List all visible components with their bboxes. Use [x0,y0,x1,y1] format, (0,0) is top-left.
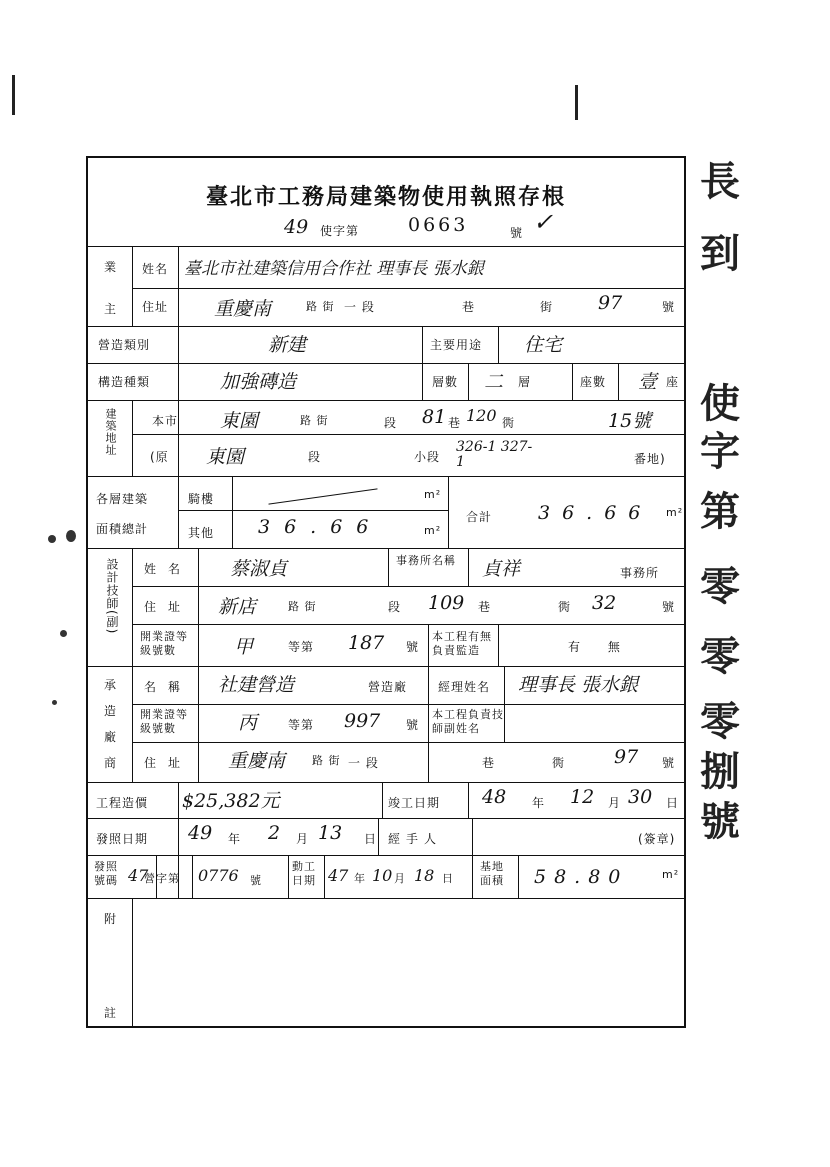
office-suffix: 事務所 [620,566,660,580]
owner-lane-label: 巷 [462,300,476,314]
scan-edge-mark [12,75,25,115]
tech-label: 本工程負責技師副姓名 [432,708,504,735]
main-use: 住宅 [524,334,563,356]
contractor-label-1: 承 [104,678,118,692]
total-label: 合計 [466,510,493,524]
contractor-grade-label: 等第 [288,718,315,732]
scan-edge-mark [575,85,586,120]
completion-day: 30 [628,786,653,808]
contractor-lane-label: 巷 [482,756,496,770]
issue-year-label: 年 [228,832,242,846]
designer-road-label: 路 街 [288,600,317,613]
permit-issue-suffix: 號 [250,874,262,887]
designer-grade: 甲 [234,636,254,658]
site-section: 81 [422,406,447,428]
contractor-address: 重慶南 [228,750,286,772]
site-orig-section-label: 段 [308,450,322,464]
owner-street-label: 街 [540,300,554,314]
contractor-address-label: 住址 [144,756,193,770]
arcade-label: 騎樓 [188,492,215,506]
issue-day-label: 日 [364,832,378,846]
permit-issue-prefix: 營字第 [144,872,180,885]
start-month: 10 [372,866,393,885]
designer-number-label: 號 [662,600,676,614]
site-section-label: 段 [384,416,398,430]
remarks-label-bottom: 註 [104,1006,118,1020]
owner-address: 重慶南 [214,298,272,320]
issue-month-label: 月 [296,832,310,846]
designer-alley-label: 衖 [558,600,572,614]
base-area: 58.80 [534,866,629,888]
contractor-label-2: 造 [104,704,118,718]
area-label-top: 各層建築 [96,492,149,506]
permit-year: 49 [284,216,309,238]
office-name-label: 事務所名稱 [396,554,456,567]
issue-year: 49 [188,822,213,844]
arcade-strike [268,488,377,504]
start-day: 18 [414,866,435,885]
remarks-area [134,900,682,1024]
remarks-label-top: 附 [104,912,118,926]
other-label: 其他 [188,526,215,540]
designer-name: 蔡淑貞 [230,558,288,580]
start-year: 47 [328,866,349,885]
owner-address-label: 住址 [142,300,169,314]
manager-name: 理事長 張水銀 [518,674,639,696]
start-day-label: 日 [442,872,454,885]
owner-label-2: 主 [104,302,118,316]
owner-number: 97 [598,292,623,314]
contractor-number: 97 [614,746,639,768]
contractor-name-label: 名稱 [144,680,193,694]
contractor-section-label: 一 段 [348,756,379,770]
scan-speck [52,700,57,705]
contractor-license: 997 [344,710,381,732]
issue-label: 發照日期 [96,832,149,846]
structure-label: 構造種類 [98,375,151,389]
permit-number: 0663 [408,214,469,236]
site-orig-street: 東園 [206,446,245,468]
total-area: 36.66 [538,502,653,524]
site-lot-label: 番地) [634,452,666,466]
contractor-number-label: 號 [662,756,676,770]
site-number: 15號 [608,410,652,432]
site-label: 建築地址 [104,408,117,456]
site-subsection-label: 小段 [414,450,441,464]
designer-license-suffix: 號 [406,640,420,654]
designer-grade-label: 等第 [288,640,315,654]
permit-issue-year: 47 [128,866,149,885]
issue-day: 13 [318,822,343,844]
handler-label: 經手人 [388,832,443,846]
scan-speck [48,535,56,543]
designer-section: 109 [428,592,465,614]
count-label: 座數 [580,375,607,389]
scan-speck [60,630,67,637]
owner-number-label: 號 [662,300,676,314]
site-lane: 120 [466,406,497,425]
owner-label-1: 業 [104,260,118,274]
site-alley-label: 衖 [502,416,516,430]
base-area-unit: m² [662,868,680,881]
floors-count: 二 [484,371,504,393]
cost-label: 工程造價 [96,796,149,810]
permit-stub-form [86,156,686,1028]
base-area-label: 基地面積 [480,860,504,887]
supervise-value: 有 無 [568,640,632,654]
margin-char-9: 捌 [700,748,740,795]
completion-month: 12 [570,786,595,808]
seal-label: (簽章) [638,832,676,846]
contractor-grade: 丙 [238,712,258,734]
designer-lane-label: 巷 [478,600,492,614]
construction-type-label: 營造類別 [98,338,151,352]
designer-alley: 32 [592,592,617,614]
contractor-label-4: 商 [104,756,118,770]
site-orig-label: (原 [150,450,169,464]
floors-unit: 層 [518,375,532,389]
contractor-road-label: 路 街 [312,754,341,767]
margin-char-2: 到 [700,230,740,277]
contractor-label-3: 廠 [104,730,118,744]
margin-char-3: 使 [700,380,740,427]
permit-prefix: 使字第 [320,224,360,238]
site-road-label: 路 街 [300,414,329,427]
arcade-unit: m² [424,488,442,501]
contractor-name-suffix: 營造廠 [368,680,408,694]
building-count: 壹 [638,371,658,393]
margin-char-1: 長 [700,158,740,205]
contractor-license-label: 開業證等級號數 [140,708,188,735]
permit-suffix: 號 [510,226,524,240]
margin-char-5: 第 [700,488,740,535]
margin-char-6: 零 [700,563,740,610]
owner-name-label: 姓名 [142,262,169,276]
site-lane-label: 巷 [448,416,462,430]
designer-license: 187 [348,632,385,654]
margin-char-10: 號 [700,798,740,845]
designer-name-label: 姓名 [144,562,193,576]
completion-year: 48 [482,786,507,808]
designer-license-label: 開業證等級號數 [140,630,188,657]
designer-group-label: 設計技師(副) [105,558,119,635]
site-street: 東園 [220,410,259,432]
margin-char-8: 零 [700,698,740,745]
start-date-label: 動工日期 [292,860,316,887]
site-city-label: 本市 [152,414,179,428]
designer-section-label: 段 [388,600,402,614]
completion-day-label: 日 [666,796,680,810]
other-area: 36.66 [258,516,383,538]
site-lot: 326-1 327-1 [456,439,533,470]
cost-value: $25,382元 [182,790,280,812]
owner-name: 臺北市社建築信用合作社 理事長 張水銀 [184,259,484,279]
floors-label: 層數 [432,375,459,389]
supervise-label: 本工程有無負責監造 [432,630,492,657]
designer-address-label: 住址 [144,600,193,614]
form-title: 臺北市工務局建築物使用執照存根 [205,184,566,210]
completion-year-label: 年 [532,796,546,810]
completion-label: 竣工日期 [388,796,441,810]
issue-month: 2 [268,822,281,844]
permit-issue-number: 0776 [198,866,239,885]
start-year-label: 年 [354,872,366,885]
check-mark: ✓ [533,208,554,236]
margin-char-7: 零 [700,633,740,680]
office-name: 貞祥 [482,558,521,580]
start-month-label: 月 [394,872,406,885]
total-unit: m² [666,506,684,519]
area-label-bottom: 面積總計 [96,522,149,536]
main-use-label: 主要用途 [430,338,483,352]
contractor-name: 社建營造 [218,674,295,696]
margin-char-4: 字 [700,428,740,475]
other-unit: m² [424,524,442,537]
owner-section-label: 一 段 [344,300,375,314]
permit-number-label: 發照號碼 [94,860,118,887]
construction-type: 新建 [268,334,307,356]
contractor-license-suffix: 號 [406,718,420,732]
contractor-alley-label: 衖 [552,756,566,770]
owner-road-label: 路 街 [306,300,335,313]
count-unit: 座 [666,375,680,389]
completion-month-label: 月 [608,796,622,810]
manager-label: 經理姓名 [438,680,491,694]
designer-address: 新店 [218,596,257,618]
structure-type: 加強磚造 [220,371,297,393]
scan-speck [66,530,76,542]
